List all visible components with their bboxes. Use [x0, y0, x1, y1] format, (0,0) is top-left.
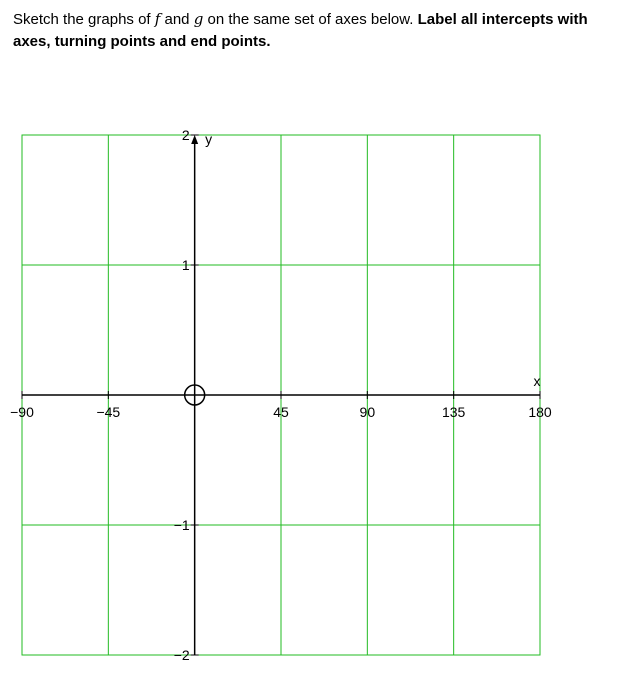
x-tick-label: 90	[359, 404, 376, 420]
variable-g: g	[193, 10, 204, 28]
variable-f: f	[154, 10, 161, 28]
x-axis-label: x	[533, 373, 541, 389]
y-axis-label: y	[205, 131, 213, 147]
x-tick-label: −45	[96, 404, 121, 420]
x-tick-label: 180	[528, 404, 552, 420]
x-tick-label: 45	[273, 404, 289, 420]
y-tick-label: 1	[181, 257, 190, 273]
y-tick-label: −2	[173, 647, 190, 663]
x-tick-label: 135	[441, 404, 466, 420]
y-tick-label: 2	[181, 127, 190, 143]
y-tick-label: −1	[173, 517, 190, 533]
x-tick-label: −90	[10, 404, 34, 420]
instruction-text-1: Sketch the graphs of	[13, 11, 155, 28]
instruction-bold: Label all intercepts with axes, turning points and end points.	[13, 11, 588, 50]
instruction-text-3: on the same set of axes below.	[203, 11, 418, 28]
y-axis-arrow	[191, 135, 198, 144]
instruction-text-2: and	[160, 11, 194, 28]
